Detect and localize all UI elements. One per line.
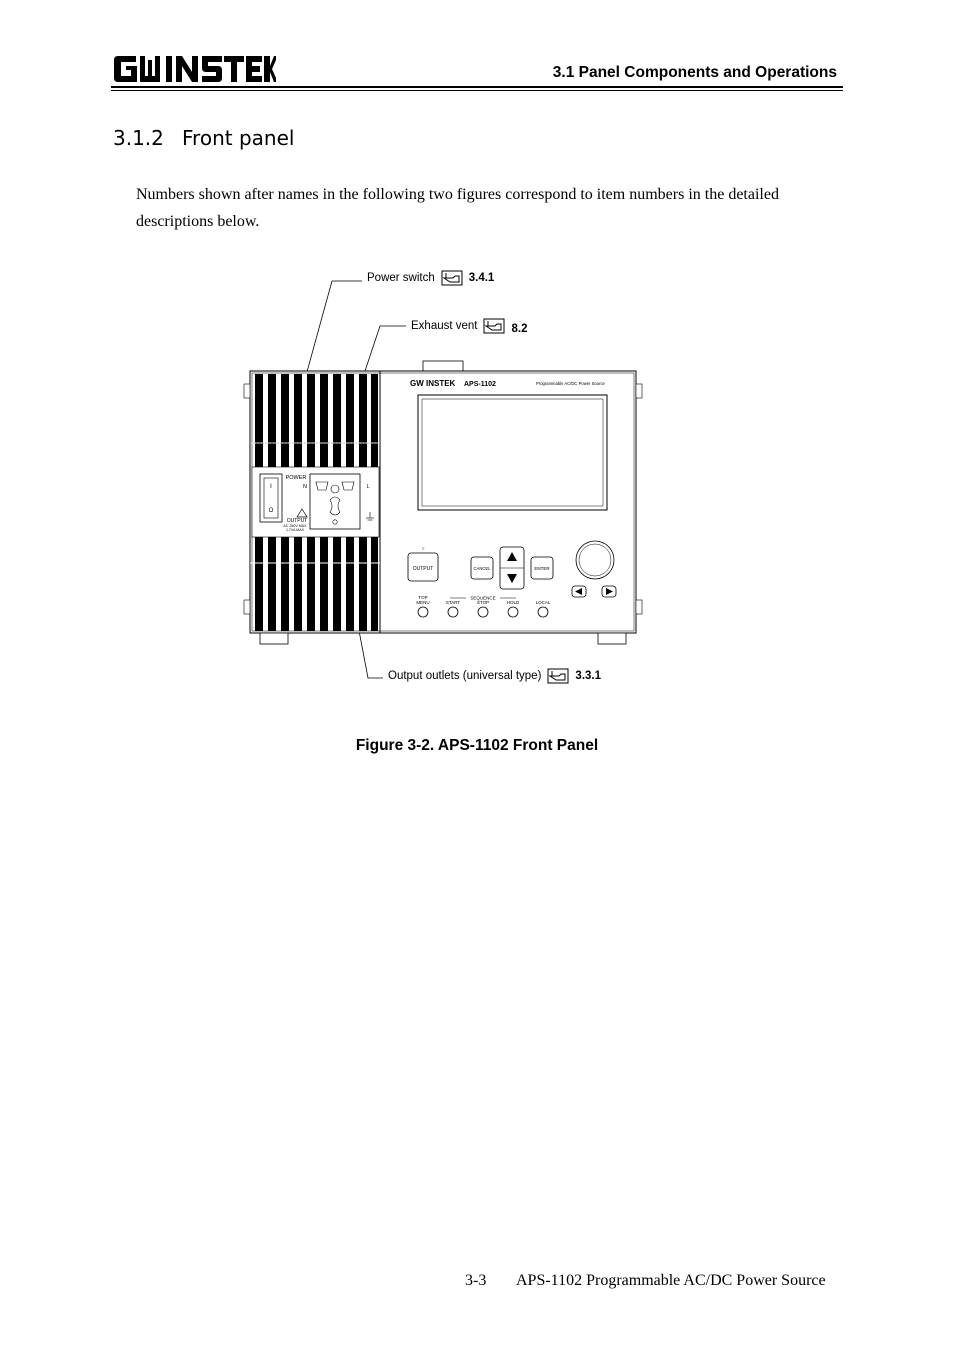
switch-on-label: I	[270, 484, 272, 490]
hold-label: HOLD	[506, 600, 520, 605]
callout-output-outlets-ref: 3.3.1	[575, 670, 601, 682]
footer-page-number: 3-3	[465, 1272, 487, 1289]
footer-doc-title: APS-1102 Programmable AC/DC Power Source	[516, 1272, 826, 1289]
panel-model: APS-1102	[464, 381, 496, 388]
header-rule-thin	[111, 90, 843, 91]
pointing-hand-icon	[483, 318, 505, 334]
callout-exhaust-vent-ref: 8.2	[511, 323, 528, 335]
callout-output-outlets	[388, 668, 601, 684]
power-label: POWER	[285, 475, 307, 481]
front-panel-figure	[230, 260, 650, 700]
outlet-n-label: N	[303, 484, 307, 490]
enter-button-label: ENTER	[534, 566, 550, 571]
callout-power-switch-label: Power switch	[367, 272, 435, 284]
switch-off-label: O	[268, 508, 274, 514]
intro-paragraph: Numbers shown after names in the following two figures correspond to item numbers in the detailed descriptions below.	[136, 186, 779, 230]
cancel-button-label: CANCEL	[473, 566, 491, 571]
gw-instek-logo	[112, 54, 276, 84]
section-heading	[113, 126, 294, 150]
output-rating-2: 1.7VA MAX	[285, 528, 305, 532]
header-section-title: 3.1 Panel Components and Operations	[552, 64, 837, 81]
header-rule-thick	[111, 86, 843, 88]
output-label: OUTPUT	[286, 518, 308, 524]
top-menu-label-2: MENU	[416, 600, 430, 605]
callout-output-outlets-label: Output outlets (universal type)	[388, 670, 542, 682]
pointing-hand-icon	[547, 668, 569, 684]
start-label: START	[445, 600, 461, 605]
outlet-l-label: L	[366, 484, 370, 490]
pointing-hand-icon	[441, 270, 463, 286]
figure-caption: Figure 3-2. APS-1102 Front Panel	[355, 737, 599, 754]
callout-power-switch-ref: 3.4.1	[468, 272, 495, 284]
output-rating-1: AC 250V MAX	[283, 524, 307, 528]
callout-exhaust-vent	[411, 317, 527, 335]
top-menu-label-1: TOP	[418, 595, 428, 600]
local-label: LOCAL	[535, 600, 551, 605]
sequence-label: SEQUENCE	[470, 595, 496, 601]
svg-text:○: ○	[421, 546, 425, 552]
stop-label: STOP	[476, 600, 490, 605]
callout-power-switch	[367, 270, 494, 286]
section-title: Front panel	[182, 126, 295, 150]
section-number: 3.1.2	[113, 126, 164, 150]
callout-exhaust-vent-label: Exhaust vent	[411, 320, 478, 332]
panel-subtitle: Programmable AC/DC Power Source	[536, 381, 605, 386]
output-button-label: OUTPUT	[412, 566, 434, 572]
panel-brand: GW INSTEK	[410, 379, 456, 388]
